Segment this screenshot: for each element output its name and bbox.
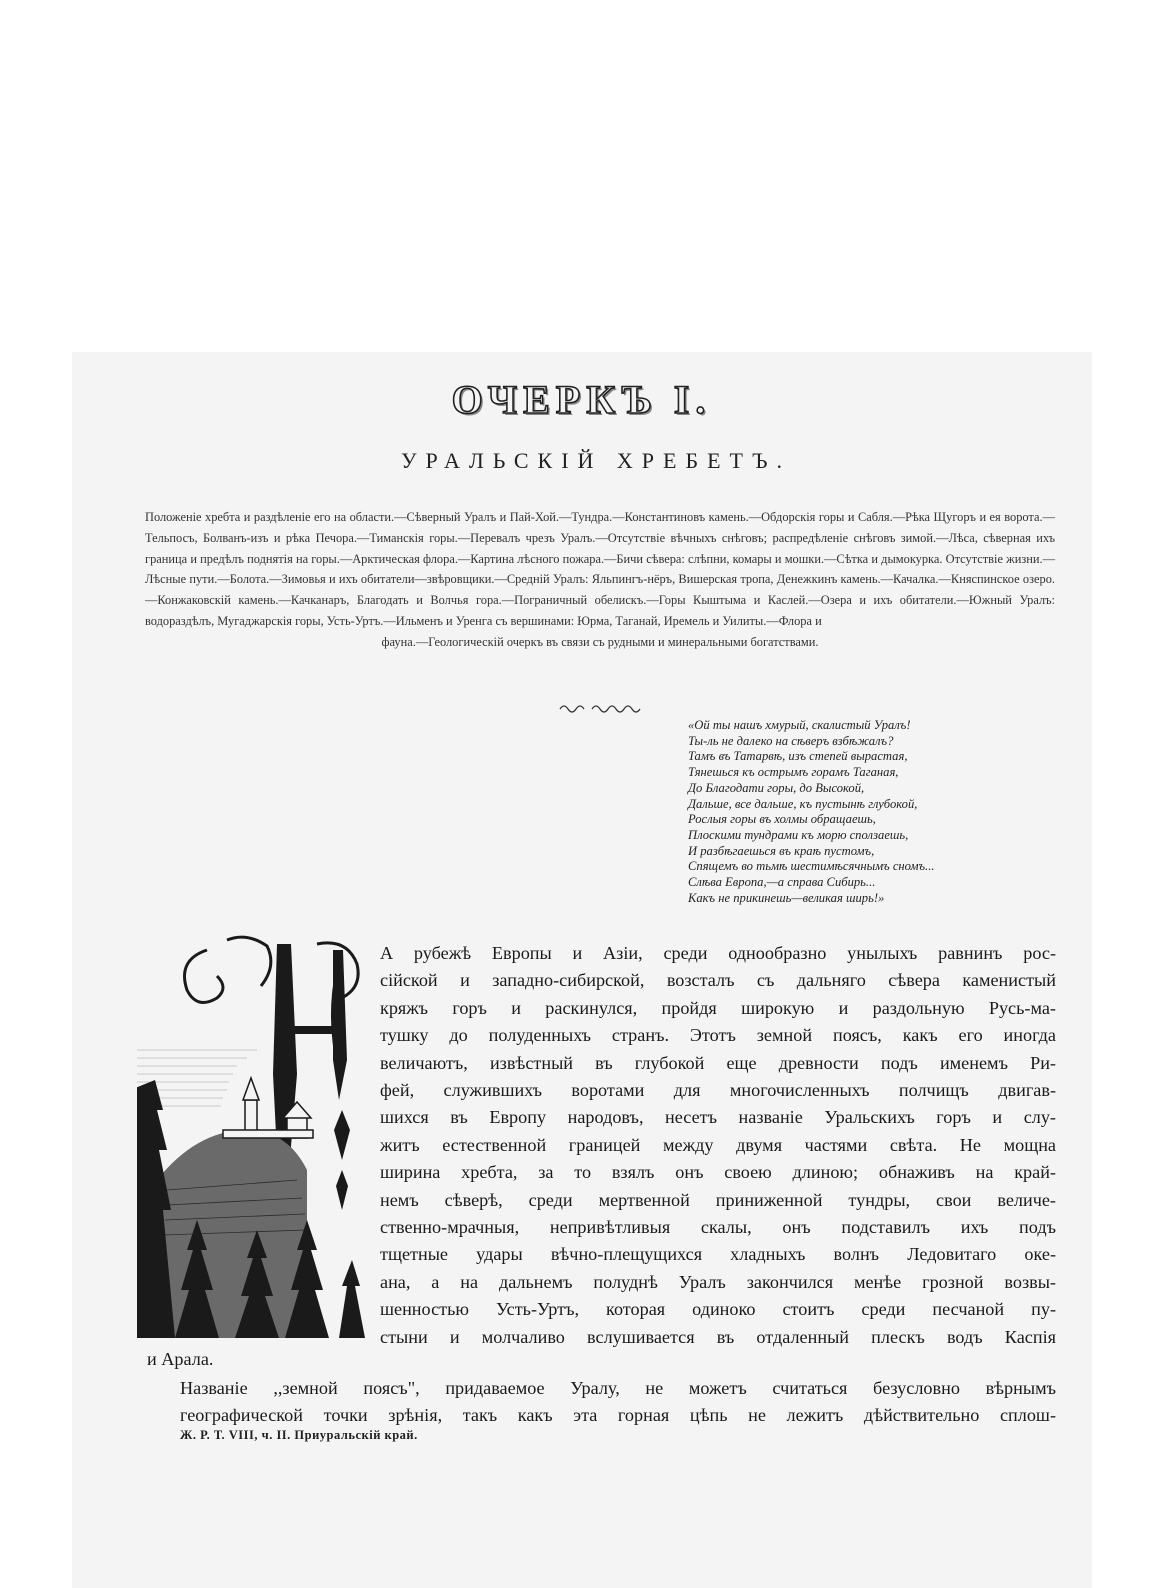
poem-line: Слѣва Европа,—а справа Сибирь...	[688, 875, 876, 890]
body-line: тушку до полуденныхъ странъ. Этотъ земной поясъ, какъ его иногда	[380, 1025, 1056, 1046]
poem-line: И разбѣгаешься въ краѣ пустомъ,	[688, 843, 875, 858]
body-line: А рубежѣ Европы и Азіи, среди однообразно унылыхъ равнинъ рос-	[380, 943, 1056, 963]
poem-line: Спящемъ во тьмѣ шестимѣсячнымъ сномъ...	[688, 859, 935, 874]
poem-line: Ты-ль не далеко на сѣверъ взбѣжалъ?	[688, 733, 894, 748]
page-signature: Ж. Р. Т. VIII, ч. II. Приуральскій край.	[180, 1428, 418, 1442]
paragraph-line: географической точки зрѣнія, такъ какъ эта горная цѣпь не лежитъ дѣйствительно сплош-	[180, 1405, 1056, 1425]
poem-line: Рослыя горы въ холмы обращаешь,	[688, 812, 876, 827]
second-paragraph	[180, 1375, 1056, 1429]
poem-line: До Благодати горы, до Высокой,	[688, 780, 865, 795]
poem-line: Дальше, все дальше, къ пустынѣ глубокой,	[688, 796, 918, 811]
chapter-subtitle: УРАЛЬСКІЙ ХРЕБЕТЪ.	[400, 448, 792, 473]
summary-last-line: фауна.—Геологическій очеркъ въ связи съ рудными и минеральными богатствами.	[381, 634, 819, 649]
body-line: немъ сѣверѣ, среди мертвенной приниженной тундры, свои величе-	[380, 1189, 1056, 1210]
body-line: тщетные удары вѣчно-плещущихся хладныхъ волнъ Ледовитаго оке-	[380, 1244, 1056, 1265]
poem-line: Тянешься къ острымъ горамъ Таганая,	[688, 765, 899, 780]
summary-text: Положеніе хребта и раздѣленіе его на области.—Сѣверный Уралъ и Пай-Хой.—Тундра.—Константиновъ камень.—Обдорскія горы и Сабля.—Рѣка Щугоръ и ея ворота.—Тельпосъ, Болванъ-изъ и рѣка Печора.—Тиманскія горы.—Перевалъ чрезъ Уралъ.—Отсутствіе вѣчныхъ снѣговъ; распредѣленіе снѣговъ зимой.—Лѣса, сѣверная ихъ граница и предѣлъ поднятія на горы.—Арктическая флора.—Картина лѣсного пожара.—Бичи сѣвера: слѣпни, комары и мошки.—Сѣтка и дымокурка. Отсутствіе жизни.—Лѣсные пути.—Болота.—Зимовья и ихъ обитатели—звѣровщики.—Средній Уралъ: Яльпингъ-нёръ, Вишерская тропа, Денежкинъ камень.—Качалка.—Княспинское озеро.—Конжаковскій камень.—Качканаръ, Благодать и Волчья гора.—Пограничный обелискъ.—Горы Кыштыма и Каслей.—Озера и ихъ обитатели.—Южный Уралъ: водораздѣлъ, Мугаджарскія горы, Усть-Уртъ.—Ильменъ и Уренга съ вершинами: Юрма, Таганай, Иремель и Уилиты.—Флора и	[145, 510, 1055, 628]
body-line: шихся въ Европу народовъ, несетъ названіе Уральскихъ горъ и слу-	[380, 1107, 1056, 1128]
body-line: фей, служившихъ воротами для многочисленныхъ полчищъ двигав-	[380, 1080, 1056, 1101]
body-line: стыни и молчаливо вслушивается въ отдаленный плескъ водъ Каспія	[380, 1326, 1056, 1347]
chapter-title: ОЧЕРКЪ I.	[451, 377, 712, 422]
main-paragraph	[380, 940, 1056, 1351]
wave-ornament-icon	[558, 700, 644, 716]
body-line: ширина хребта, за то взялъ онъ своею длиною; обнаживъ на край-	[380, 1162, 1056, 1183]
body-line: шенностью Усть-Уртъ, которая одиноко стоитъ среди песчаной пу-	[380, 1299, 1056, 1320]
body-line: кряжъ горъ и раскинулся, пройдя широкую и раздольную Русь-ма-	[380, 997, 1056, 1018]
chapter-summary	[145, 507, 1055, 653]
body-continuation: и Арала.	[147, 1349, 214, 1369]
engraved-initial-N-with-chapel-on-cliff-icon	[137, 930, 372, 1338]
poem-line: «Ой ты нашъ хмурый, скалистый Уралъ!	[688, 718, 911, 732]
poem-line: Плоскими тундрами къ морю сползаешь,	[688, 827, 909, 842]
body-line: ственно-мрачныя, непривѣтливыя скалы, онъ подставилъ ихъ подъ	[380, 1217, 1056, 1238]
body-line: житъ естественной границей между двумя частями свѣта. Не мощна	[380, 1134, 1056, 1155]
body-line: величаютъ, извѣстный въ глубокой еще древности подъ именемъ Ри-	[380, 1052, 1056, 1073]
body-line: ана, а на дальнемъ полуднѣ Уралъ закончился менѣе грозной возвы-	[380, 1271, 1056, 1292]
paragraph-line: Названіе ,,земной поясъ", придаваемое Уралу, не можетъ считаться безусловно вѣрнымъ	[180, 1378, 1056, 1398]
epigraph-poem	[688, 718, 1028, 906]
body-line: сійской и западно-сибирской, возсталъ съ дальняго сѣвера каменистый	[380, 970, 1056, 991]
poem-line: Какъ не прикинешь—великая ширь!»	[688, 890, 885, 905]
poem-line: Тамъ въ Татарвѣ, изъ степей вырастая,	[688, 749, 908, 764]
